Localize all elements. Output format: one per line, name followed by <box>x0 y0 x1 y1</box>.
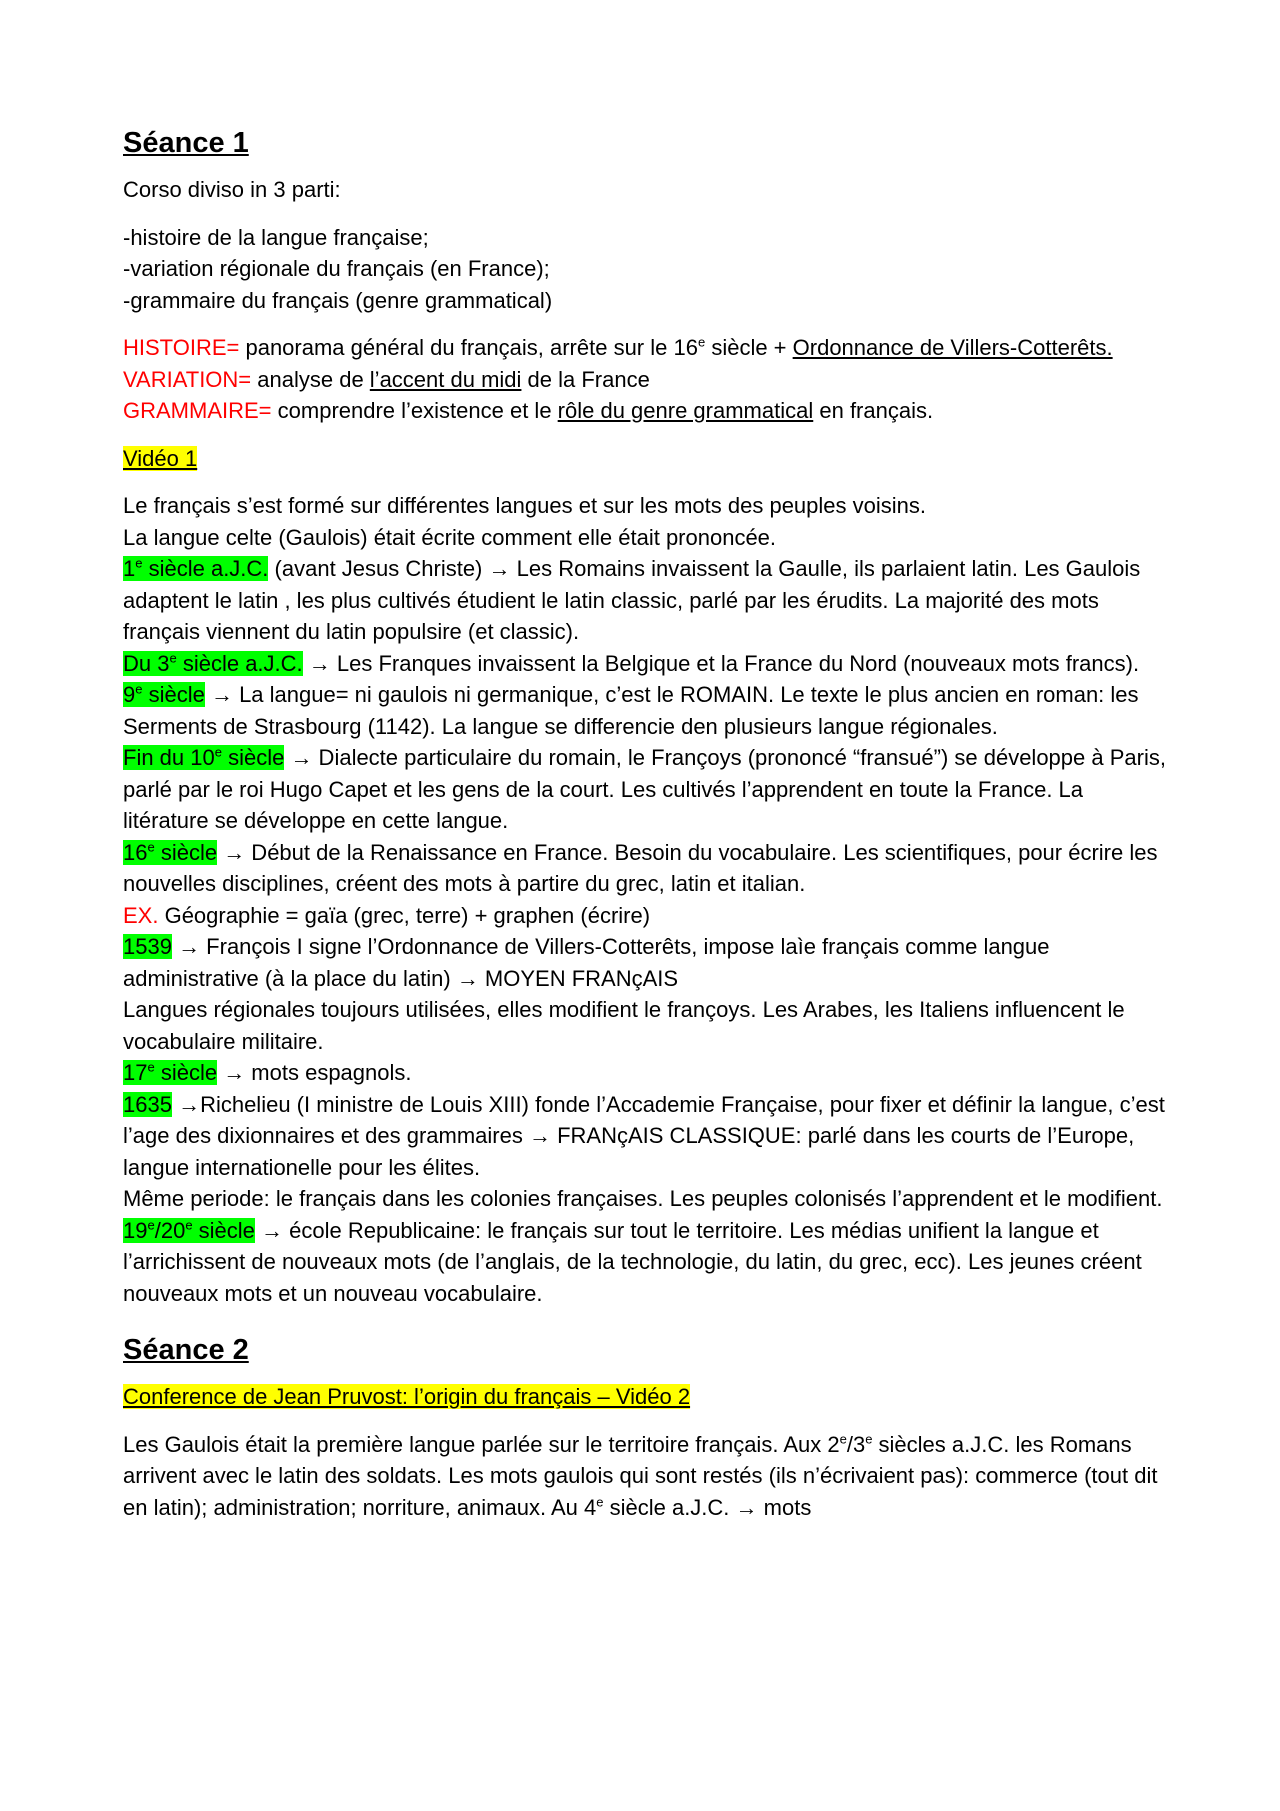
video-1-label: Vidéo 1 <box>123 445 198 471</box>
timeline-entry: 17e siècle → mots espagnols. <box>123 1059 412 1085</box>
timeline-entry: 16e siècle → Début de la Renaissance en France. Besoin du vocabulaire. Les scientifiques, pour écrire les nouvelles disciplines, créent des mots à partire du grec, latin et italian. <box>123 839 1158 896</box>
date-highlight: Du 3e siècle a.J.C. <box>123 650 303 676</box>
timeline-entry: 19e/20e siècle → école Republicaine: le français sur tout le territoire. Les médias unifient la langue et l’arrichissent de nouveaux mots (de l’anglais, de la technologie, du latin, du grec, ecc). Les jeunes créent nouveaux mots et un nouveau vocabulaire. <box>123 1217 1142 1306</box>
timeline-continuation: Même periode: le français dans les colonies françaises. Les peuples colonisés l’apprendent et le modifient. <box>123 1186 1163 1211</box>
course-parts-list <box>123 222 1168 317</box>
course-part-item: -histoire de la langue française; <box>123 224 429 250</box>
timeline-entry: 1e siècle a.J.C. (avant Jesus Christe) → Les Romains invaissent la Gaulle, ils parlaient latin. Les Gaulois adaptent le latin , les plus cultivés étudient le latin classic, parlé par les érudits. La majorité des mots français viennent du latin populsire (et classic). <box>123 555 1141 644</box>
histoire-label: HISTOIRE= <box>123 335 240 360</box>
grammaire-label: GRAMMAIRE= <box>123 398 272 423</box>
timeline-block <box>123 490 1168 1309</box>
document-page <box>123 124 1168 1523</box>
example-label: EX. <box>123 902 159 928</box>
grammaire-line: GRAMMAIRE= comprendre l’existence et le rôle du genre grammatical en français. <box>123 398 934 423</box>
date-highlight: 16e siècle <box>123 839 218 865</box>
timeline-entry: Fin du 10e siècle → Dialecte particulaire du romain, le Françoys (prononcé “fransué”) se développe à Paris, parlé par le roi Hugo Capet et les gens de la court. Les cultivés l’apprendent en toute la France. La litérature se développe en cette langue. <box>123 744 1166 833</box>
date-highlight: Fin du 10e siècle <box>123 744 285 770</box>
timeline-entry: 1635 →Richelieu (I ministre de Louis XIII) fonde l’Accademie Française, pour fixer et définir la langue, c’est l’age des dixionnaires et des grammaires → FRANçAIS CLASSIQUE: parlé dans les courts de l’Europe, langue internationelle pour les élites. <box>123 1091 1165 1180</box>
timeline-entry: 9e siècle → La langue= ni gaulois ni germanique, c’est le ROMAIN. Le texte le plus ancien en roman: les Serments de Strasbourg (1142). La langue se differencie den plusieurs langue régionales. <box>123 681 1139 739</box>
course-part-item: -grammaire du français (genre grammatical) <box>123 287 553 313</box>
seance-2-heading: Séance 2 <box>123 1334 249 1366</box>
seance-2-paragraph: Les Gaulois était la première langue parlée sur le territoire français. Aux 2e/3e siècles a.J.C. les Romans arrivent avec le latin des soldats. Les mots gaulois qui sont restés (ils n’écrivaient pas): commerce (tout dit en latin); administration; norriture, animaux. Au 4e siècle a.J.C. → mots <box>123 1431 1158 1520</box>
seance-1-heading: Séance 1 <box>123 127 249 159</box>
course-sections <box>123 332 1168 427</box>
variation-label: VARIATION= <box>123 366 252 392</box>
histoire-line: HISTOIRE= panorama général du français, arrête sur le 16e siècle + Ordonnance de Villers-Cotterêts. <box>123 334 1113 360</box>
timeline-continuation: Langues régionales toujours utilisées, elles modifient le françoys. Les Arabes, les Italiens influencent le vocabulaire militaire. <box>123 997 1125 1054</box>
variation-line: VARIATION= analyse de l’accent du midi de la France <box>123 366 650 392</box>
timeline-intro-line: Le français s’est formé sur différentes langues et sur les mots des peuples voisins. <box>123 493 926 518</box>
date-highlight: 1e siècle a.J.C. <box>123 555 269 581</box>
date-highlight: 1635 <box>123 1091 172 1117</box>
timeline-entry: 1539 → François I signe l’Ordonnance de Villers-Cotterêts, impose laìe français comme langue administrative (à la place du latin) → MOYEN FRANçAIS <box>123 934 1050 991</box>
date-highlight: 19e/20e siècle <box>123 1217 255 1243</box>
date-highlight: 9e siècle <box>123 681 205 707</box>
ordonnance-underlined: Ordonnance de Villers-Cotterêts. <box>792 335 1113 360</box>
course-part-item: -variation régionale du français (en France); <box>123 256 550 281</box>
course-intro: Corso diviso in 3 parti: <box>123 177 341 202</box>
date-highlight: 1539 <box>123 934 172 959</box>
timeline-entry: Du 3e siècle a.J.C. → Les Franques invaissent la Belgique et la France du Nord (nouveaux mots francs). <box>123 650 1140 676</box>
timeline-intro-line: La langue celte (Gaulois) était écrite comment elle était prononcée. <box>123 524 777 550</box>
example-line: EX. Géographie = gaïa (grec, terre) + graphen (écrire) <box>123 902 651 928</box>
conference-label: Conference de Jean Pruvost: l’origin du français – Vidéo 2 <box>123 1384 691 1409</box>
date-highlight: 17e siècle <box>123 1059 218 1085</box>
